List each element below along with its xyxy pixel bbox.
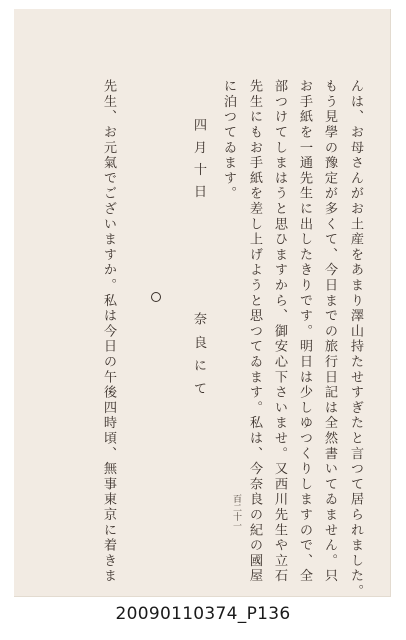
text-line-5: 先生にもお手紙を差し上げようと思つてゐます。私は、今奈良の紀の國屋 <box>247 79 262 584</box>
date-line: 四月十日 <box>191 118 206 207</box>
text-line-7: 先生、お元氣でございますか。私は今日の午後四時頃、無事東京に着きま <box>101 79 116 584</box>
page-number: 百二十一 <box>231 494 241 530</box>
text-line-1: んは、お母さんがお土産をあまり澤山持たせすぎたと言つて居られました。 <box>348 79 363 600</box>
text-line-6: に泊つてゐます。 <box>221 79 236 202</box>
text-line-2: もう見學の豫定が多くて、今日までの旅行日記は全然書いてゐません。只 <box>322 79 337 584</box>
text-line-4: 部つけてしまはうと思ひますから、御安心下さいませ。又西川先生や立石 <box>272 79 287 584</box>
document-page <box>14 9 391 600</box>
circle-mark <box>151 292 161 302</box>
text-line-3: お手紙を一通先生に出したきりです。明日は少しゆつくりしますので、全 <box>297 79 312 584</box>
place-line: 奈良にて <box>191 312 206 405</box>
image-caption: 20090110374_P136 <box>115 604 291 624</box>
